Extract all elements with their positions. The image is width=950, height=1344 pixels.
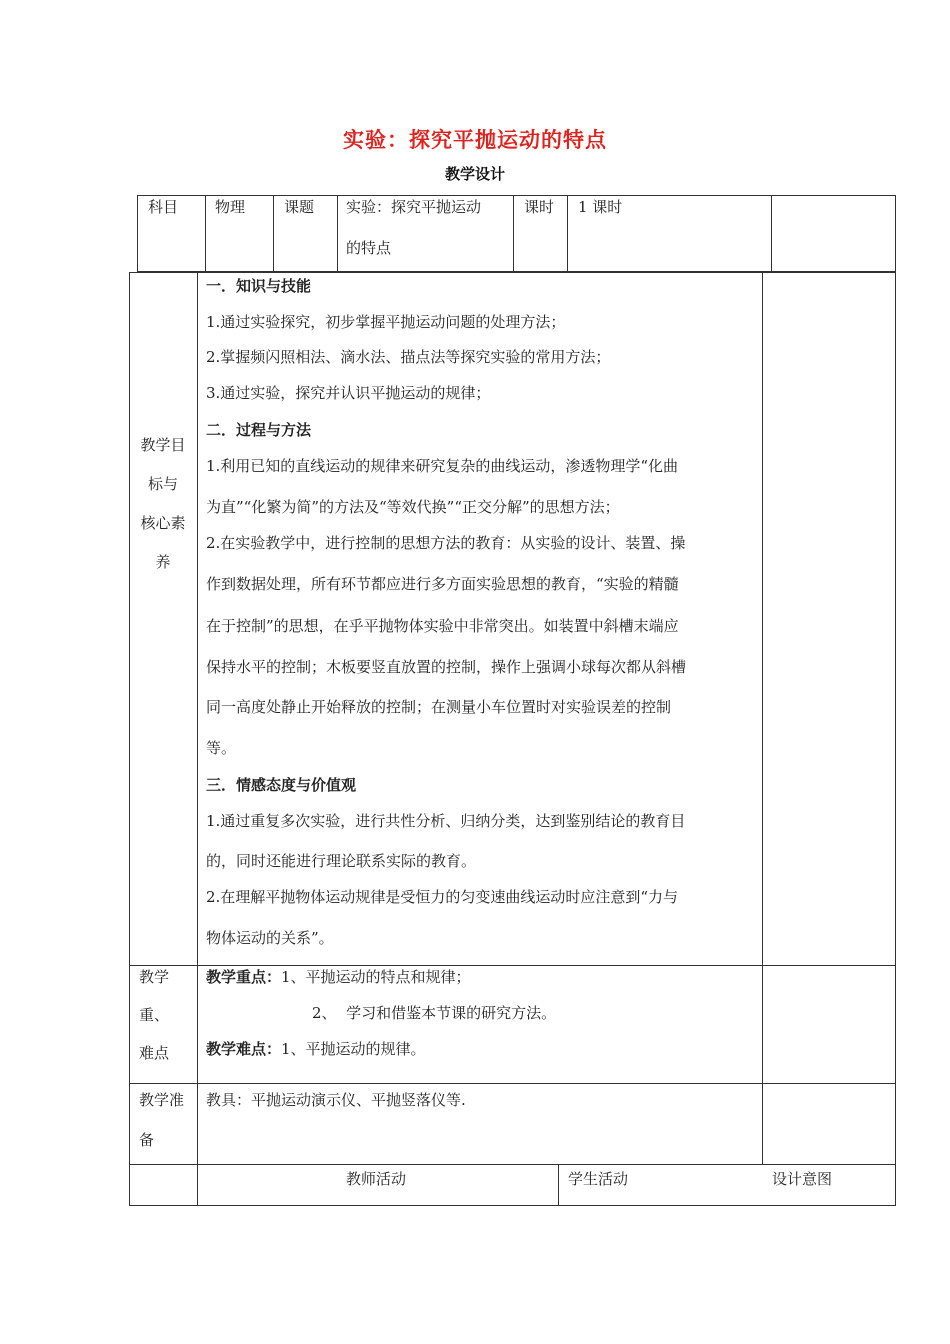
- keypoints-label-line: 重、: [139, 1006, 170, 1024]
- preparation-label-line: 教学准: [139, 1091, 185, 1109]
- section1-item: 3.通过实验，探究并认识平抛运动的规律；: [206, 384, 491, 402]
- section2-item2-line: 同一高度处静止开始释放的控制；在测量小车位置时对实验误差的控制: [206, 698, 672, 716]
- focus-item-1: 1、平抛运动的特点和规律；: [281, 968, 471, 986]
- section2-item2-line: 2.在实验教学中，进行控制的思想方法的教育：从实验的设计、装置、操: [206, 534, 686, 552]
- keypoints-label: [139, 970, 169, 1084]
- subject-label: 科目: [148, 198, 179, 216]
- topic-value-line2: 的特点: [346, 239, 392, 257]
- section2-item2-line: 在于控制”的思想，在乎平抛物体实验中非常突出。如装置中斜槽末端应: [206, 617, 679, 635]
- objectives-label-line: 养: [155, 553, 171, 571]
- student-activity-header: 学生活动: [568, 1170, 629, 1188]
- section3-item2-line: 2.在理解平抛物体运动规律是受恒力的匀变速曲线运动时应注意到“力与: [206, 888, 678, 906]
- preparation-text: 教具：平抛运动演示仪、平抛竖落仪等.: [206, 1091, 466, 1109]
- section2-item2-line: 作到数据处理，所有环节都应进行多方面实验思想的教育，“实验的精髓: [206, 575, 679, 593]
- document-subtitle: 教学设计: [444, 165, 505, 183]
- objectives-label: [129, 426, 197, 582]
- topic-label: 课题: [284, 198, 315, 216]
- difficulty-line: [206, 1042, 426, 1057]
- preparation-label: [139, 1093, 184, 1173]
- section2-item2-line: 保持水平的控制；木板要竖直放置的控制，操作上强调小球每次都从斜槽: [206, 658, 687, 676]
- keypoints-label-line: 难点: [139, 1044, 170, 1062]
- focus-label: 教学重点：: [206, 968, 282, 986]
- hours-value: 1 课时: [578, 198, 623, 216]
- section3-item1-line: 1.通过重复多次实验，进行共性分析、归纳分类，达到鉴别结论的教育目: [206, 812, 686, 830]
- document-title: 实验：探究平抛运动的特点: [343, 128, 607, 152]
- difficulty-label: 教学难点：: [206, 1040, 282, 1058]
- topic-value-line1: 实验：探究平抛运动: [346, 198, 482, 216]
- section1-item: 2.掌握频闪照相法、滴水法、描点法等探究实验的常用方法；: [206, 348, 611, 366]
- objectives-label-line: 标与: [147, 475, 178, 493]
- design-intent-header: 设计意图: [772, 1170, 833, 1188]
- focus-item-2: 2、 学习和借鉴本节课的研究方法。: [312, 1004, 557, 1022]
- main-table: [129, 272, 896, 1206]
- section2-item1-line: 为直”“化繁为简”的方法及“等效代换”“正交分解”的思想方法；: [206, 498, 620, 516]
- section1-heading: 一．知识与技能: [206, 277, 312, 295]
- section2-heading: 二．过程与方法: [206, 421, 312, 439]
- difficulty-item-1: 1、平抛运动的规律。: [281, 1040, 426, 1058]
- objectives-label-line: 教学目: [140, 436, 186, 454]
- focus-line: [206, 970, 471, 985]
- section2-item2-line: 等。: [206, 739, 237, 757]
- hours-label: 课时: [524, 198, 555, 216]
- keypoints-label-line: 教学: [139, 968, 170, 986]
- teacher-activity-header: 教师活动: [346, 1170, 407, 1188]
- preparation-label-line: 备: [139, 1131, 155, 1149]
- section2-item1-line: 1.利用已知的直线运动的规律来研究复杂的曲线运动，渗透物理学“化曲: [206, 457, 678, 475]
- section3-heading: 三．情感态度与价值观: [206, 776, 357, 794]
- section3-item2-line: 物体运动的关系”。: [206, 929, 334, 947]
- section3-item1-line: 的，同时还能进行理论联系实际的教育。: [206, 852, 477, 870]
- objectives-label-line: 核心素: [140, 514, 186, 532]
- subject-value: 物理: [215, 198, 246, 216]
- section1-item: 1.通过实验探究，初步掌握平抛运动问题的处理方法；: [206, 313, 566, 331]
- header-row-table: [137, 195, 896, 272]
